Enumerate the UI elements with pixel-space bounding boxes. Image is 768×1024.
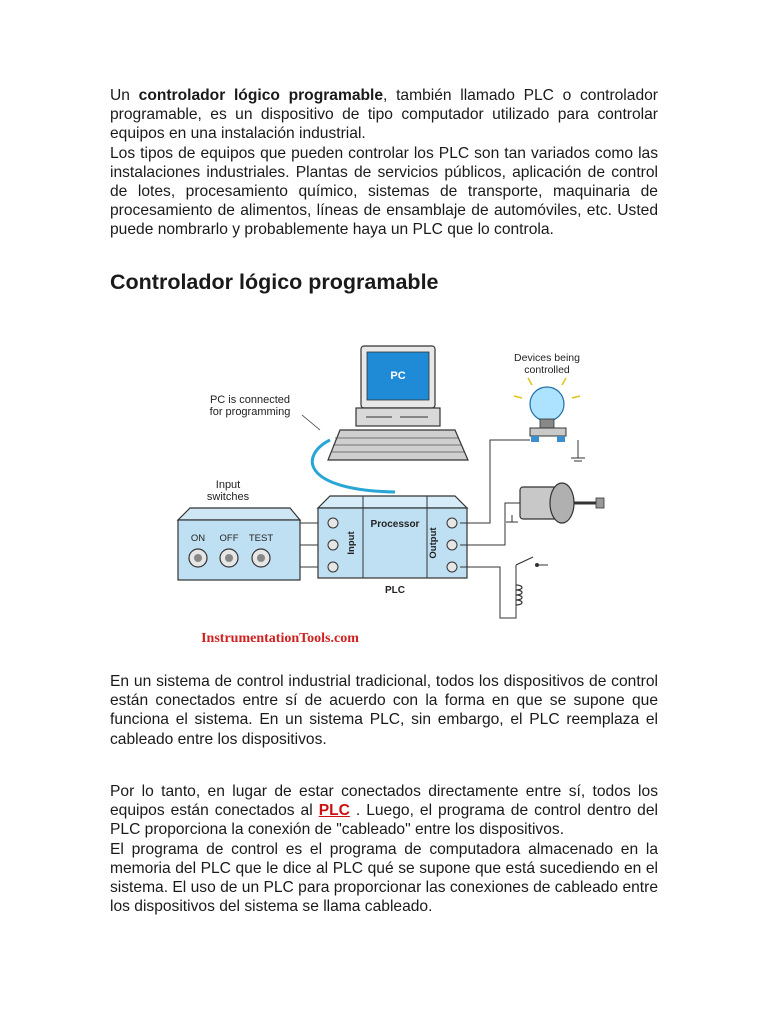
plc-label: PLC — [385, 585, 405, 596]
keyboard-icon — [328, 430, 468, 460]
pc-connected-line-1: PC is connected — [209, 394, 291, 406]
intro-paragraph-2: Los tipos de equipos que pueden controlar los PLC son tan variados como las instalaciones industriales. Plantas de servicios públicos, aplicación de control de lotes, procesamiento químico, sistemas de transporte, maquinaria de procesamiento de alimentos, líneas de ensamblaje de automóviles, etc. Usted puede nombrarlo y probablemente haya un PLC que lo controla. — [110, 144, 658, 239]
body-paragraph-4 — [110, 782, 658, 840]
intro-rest: , también llamado PLC o controlador programable, es un dispositivo de tipo computador utilizado para controlar equipos en una instalación industrial. — [110, 87, 658, 143]
plc-link[interactable]: PLC — [318, 802, 350, 820]
intro-paragraph-1 — [110, 86, 658, 144]
pc-monitor-icon — [356, 346, 440, 426]
plc-diagram — [160, 335, 640, 655]
intro-block — [110, 86, 658, 240]
devices-line-2: controlled — [524, 364, 570, 376]
body-paragraph-3-block — [110, 672, 658, 749]
intro-lead: Un — [110, 87, 130, 104]
plc-unit — [318, 496, 467, 596]
input-switches-line-2: switches — [206, 491, 250, 503]
pc-connected-line-2: for programming — [209, 406, 291, 418]
output-label: Output — [428, 527, 439, 559]
body-paragraph-5: El programa de control es el programa de computadora almacenado en la memoria del PLC que le dice al PLC qué se supone que está sucediendo en el sistema. El uso de un PLC para proporcionar las conexiones de cableado entre los dispositivos del sistema se llama cableado. — [110, 840, 658, 916]
para4-text-a: Por lo tanto, en lugar de estar conectados directamente entre sí, todos los equipos están conectados al — [110, 783, 658, 820]
switch-test-label: TEST — [248, 533, 274, 544]
switch-on-label: ON — [190, 533, 206, 544]
input-switches-panel — [178, 508, 300, 580]
body-paragraph-4-block — [110, 782, 658, 916]
light-bulb-icon — [514, 378, 580, 442]
watermark-text: InstrumentationTools.com — [201, 631, 359, 646]
section-heading: Controlador lógico programable — [110, 270, 439, 294]
devices-line-1: Devices being — [514, 352, 580, 364]
processor-label: Processor — [370, 519, 420, 530]
body-paragraph-3: En un sistema de control industrial tradicional, todos los dispositivos de control están conectados entre sí de acuerdo con la forma en que se supone que funciona el sistema. En un sistema PLC, sin embargo, el PLC reemplaza el cableado entre los dispositivos. — [110, 673, 658, 748]
para4-text-b: . Luego, el programa de control dentro del PLC proporciona la conexión de "cableado" entre los dispositivos. — [110, 802, 658, 839]
pc-label: PC — [390, 370, 406, 382]
switch-off-label: OFF — [219, 533, 239, 544]
input-label: Input — [346, 531, 357, 555]
motor-icon — [520, 483, 604, 523]
input-switches-line-1: Input — [215, 479, 241, 491]
relay-switch-icon — [516, 557, 548, 605]
intro-term: controlador lógico programable — [138, 87, 384, 104]
